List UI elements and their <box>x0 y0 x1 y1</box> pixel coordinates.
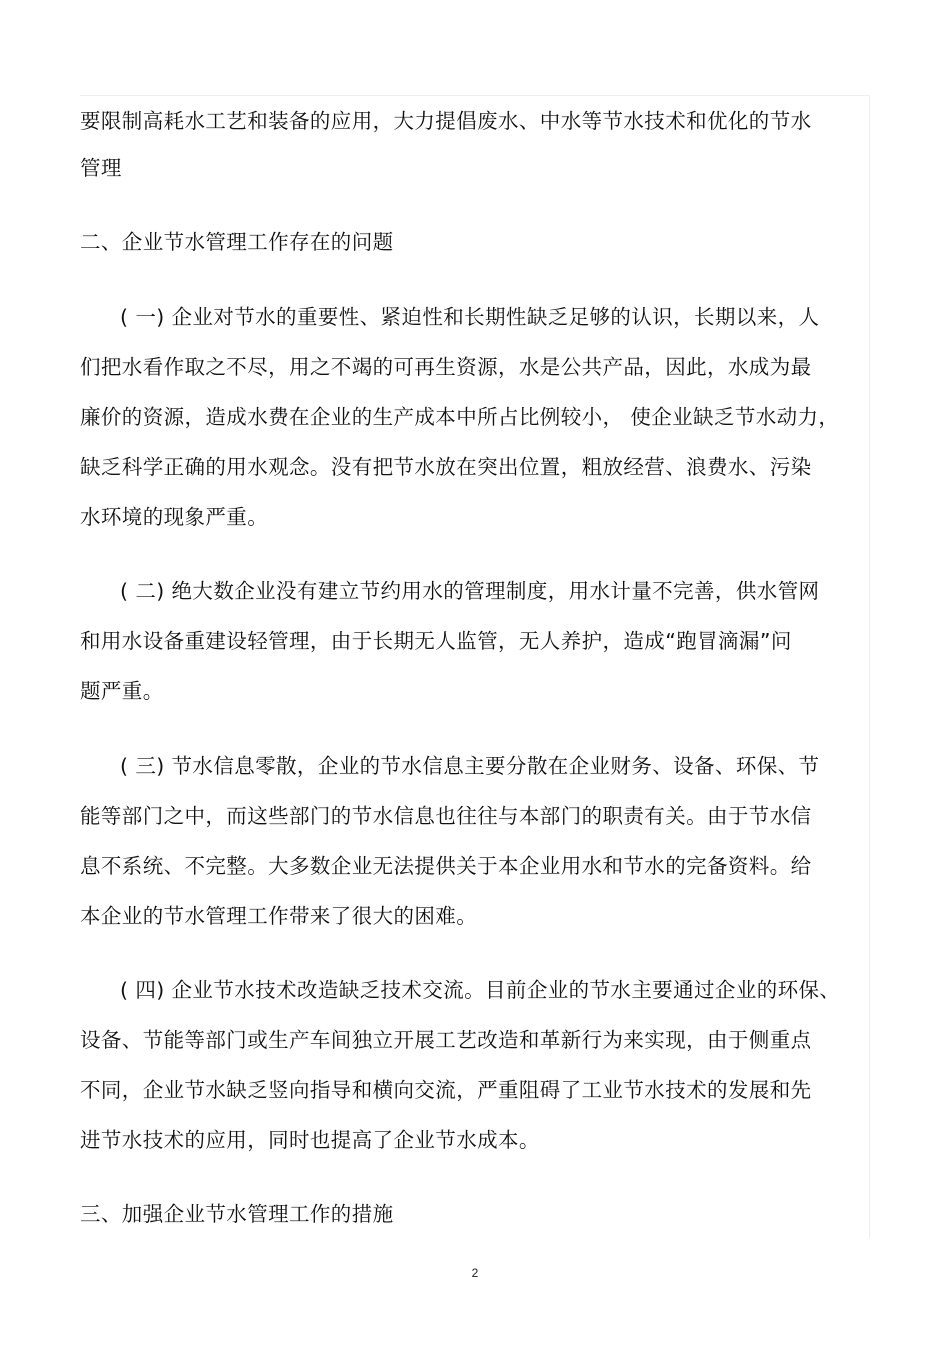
text-line: 要限制高耗水工艺和装备的应用，大力提倡废水、中水等节水技术和优化的节水 <box>80 109 812 133</box>
paragraph-line: 不同，企业节水缺乏竖向指导和横向交流，严重阻碍了工业节水技术的发展和先 <box>80 1078 812 1102</box>
paragraph-line: 缺乏科学正确的用水观念。没有把节水放在突出位置，粗放经营、浪费水、污染 <box>80 455 812 479</box>
paragraph-line: 题严重。 <box>80 679 164 703</box>
paragraph-line: 廉价的资源，造成水费在企业的生产成本中所占比例较小， 使企业缺乏节水动力， <box>80 405 840 429</box>
paragraph-line: ( 一) 企业对节水的重要性、紧迫性和长期性缺乏足够的认识，长期以来，人 <box>120 305 820 329</box>
paragraph-line: 和用水设备重建设轻管理，由于长期无人监管，无人养护，造成“跑冒滴漏”问 <box>80 629 792 653</box>
paragraph-line: 设备、节能等部门或生产车间独立开展工艺改造和革新行为来实现，由于侧重点 <box>80 1028 812 1052</box>
section-heading: 二、企业节水管理工作存在的问题 <box>80 230 394 254</box>
section-heading: 三、加强企业节水管理工作的措施 <box>80 1202 394 1226</box>
paragraph-line: ( 二) 绝大数企业没有建立节约用水的管理制度，用水计量不完善，供水管网 <box>120 579 820 603</box>
text-line: 管理 <box>80 156 122 180</box>
paragraph-line: 息不系统、不完整。大多数企业无法提供关于本企业用水和节水的完备资料。给 <box>80 854 812 878</box>
page-border-right <box>869 95 870 1238</box>
paragraph-line: ( 三) 节水信息零散，企业的节水信息主要分散在企业财务、设备、环保、节 <box>120 754 820 778</box>
paragraph-line: 们把水看作取之不尽，用之不竭的可再生资源，水是公共产品，因此，水成为最 <box>80 355 812 379</box>
paragraph-line: 本企业的节水管理工作带来了很大的困难。 <box>80 904 478 928</box>
paragraph-line: 能等部门之中，而这些部门的节水信息也往往与本部门的职责有关。由于节水信 <box>80 804 812 828</box>
paragraph-line: ( 四) 企业节水技术改造缺乏技术交流。目前企业的节水主要通过企业的环保、 <box>120 978 841 1002</box>
page-number: 2 <box>471 1266 479 1280</box>
paragraph-line: 进节水技术的应用，同时也提高了企业节水成本。 <box>80 1128 540 1152</box>
paragraph-line: 水环境的现象严重。 <box>80 505 269 529</box>
